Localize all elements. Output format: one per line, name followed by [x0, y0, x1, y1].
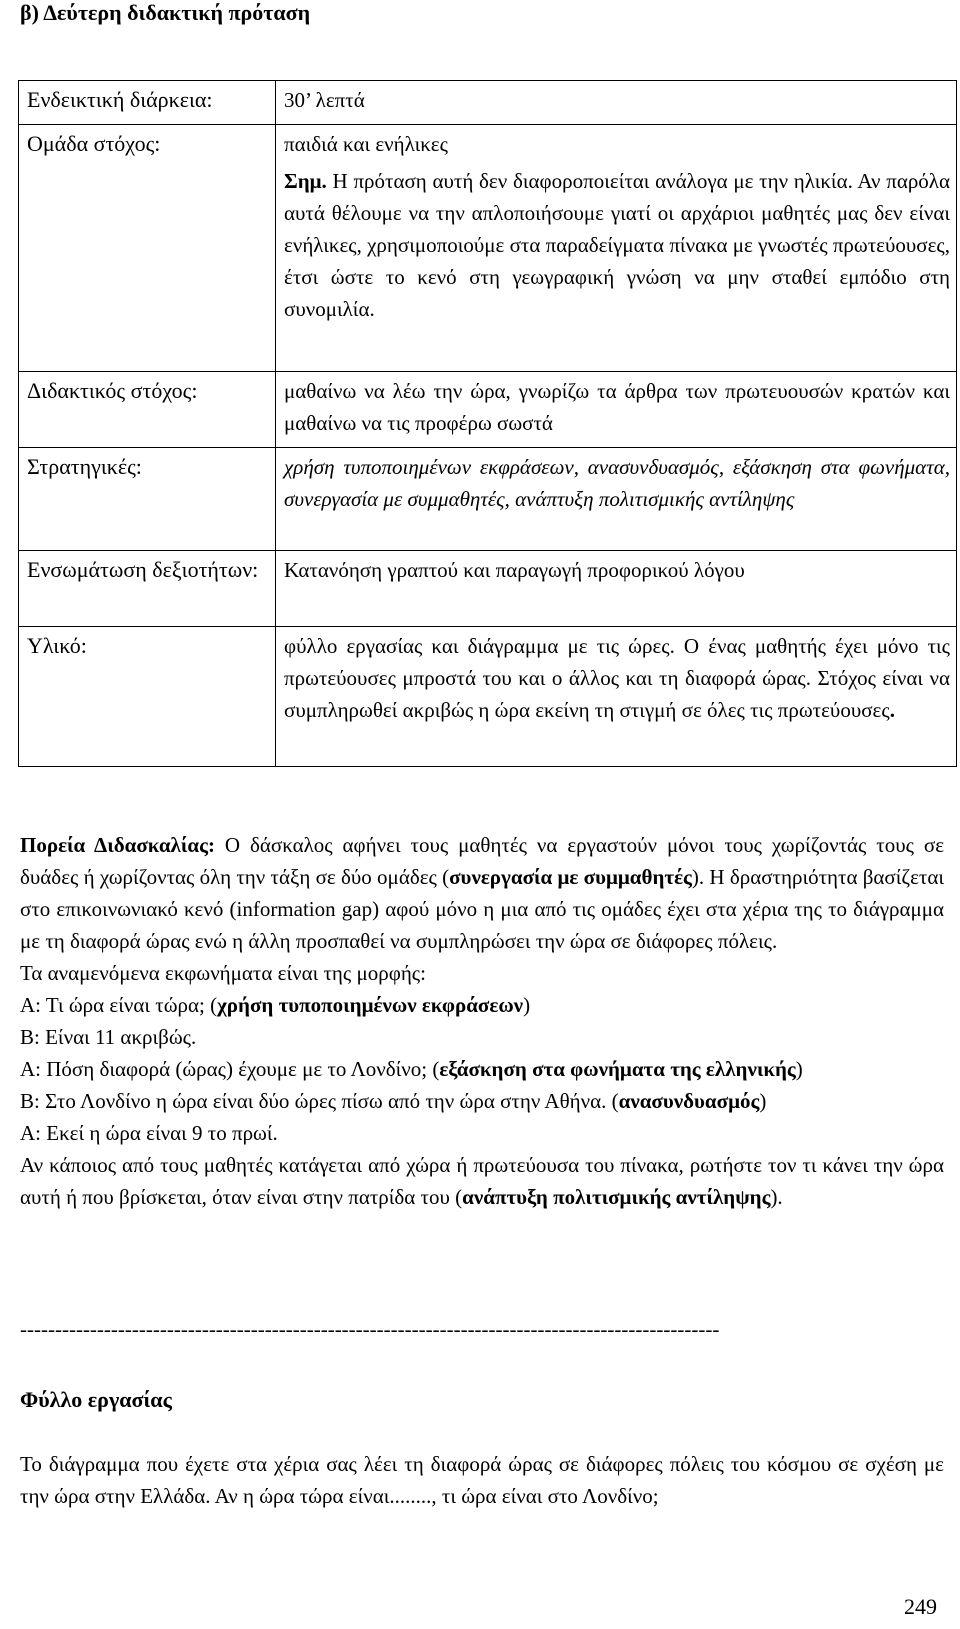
note-label: Σημ.	[284, 169, 327, 193]
culture-bold: ανάπτυξη πολιτισμικής αντίληψης	[462, 1185, 771, 1209]
row-teaching-goal	[19, 372, 957, 448]
utterances-intro: Τα αναμενόμενα εκφωνήματα είναι της μορφής:	[20, 961, 426, 985]
procedure-label: Πορεία Διδασκαλίας:	[20, 833, 215, 857]
strategies-value: χρήση τυποποιημένων εκφράσεων, ανασυνδυασμός, εξάσκηση στα φωνήματα, συνεργασία με συμμαθητές, ανάπτυξη πολιτισμικής αντίληψης	[276, 448, 957, 551]
dialogue-line-2: Β: Είναι 11 ακριβώς.	[20, 1025, 197, 1049]
procedure-paragraph	[20, 829, 944, 957]
dialogue-line-1	[20, 989, 944, 1021]
culture-paragraph	[20, 1149, 944, 1213]
material-text: φύλλο εργασίας και διάγραμμα με τις ώρες. Ο ένας μαθητής έχει μόνο τις πρωτεύουσες μπροστά του και ο άλλος και τη διαφορά ώρας. Στόχος είναι να συμπληρωθεί ακριβώς η ώρα εκείνη τη στιγμή σε όλες τις πρωτεύουσες	[284, 634, 950, 722]
target-group-value	[276, 125, 957, 372]
row-material	[19, 627, 957, 767]
material-value	[276, 627, 957, 767]
procedure-text-1: Ο δάσκαλος αφήνει τους μαθητές να εργαστούν μόνοι τους χωρίζοντάς τους σε δυάδες ή χωρίζοντας όλη την τάξη σε δύο ομάδες (	[20, 833, 945, 889]
skills-value: Κατανόηση γραπτού και παραγωγή προφορικού λόγου	[276, 551, 957, 627]
procedure-section	[20, 829, 944, 1213]
target-group-note	[284, 165, 950, 325]
dialogue-3-bold: εξάσκηση στα φωνήματα της ελληνικής	[439, 1057, 796, 1081]
dialogue-3-end: )	[795, 1057, 803, 1081]
duration-label: Ενδεικτική διάρκεια:	[19, 81, 276, 125]
material-label: Υλικό:	[19, 627, 276, 767]
dialogue-1-bold: χρήση τυποποιημένων εκφράσεων	[217, 993, 524, 1017]
worksheet-text: Το διάγραμμα που έχετε στα χέρια σας λέει τη διαφορά ώρας σε διάφορες πόλεις του κόσμου σε σχέση με την ώρα στην Ελλάδα. Αν η ώρα τώρα είναι........, τι ώρα είναι στο Λονδίνο;	[20, 1452, 944, 1508]
dialogue-line-3	[20, 1053, 944, 1085]
material-end: .	[889, 698, 895, 722]
procedure-text-2: ). Η δραστηριότητα βασίζεται στο επικοινωνιακό κενό (information gap) αφού μόνο η μια από τις ομάδες έχει στα χέρια της το διάγραμμα με τη διαφορά ώρας ενώ η άλλη προσπαθεί να συμπληρώσει την ώρα σε διάφορες πόλεις.	[20, 865, 944, 953]
dialogue-4-bold: ανασυνδυασμός	[618, 1089, 760, 1113]
target-group-label: Ομάδα στόχος:	[19, 125, 276, 372]
teaching-goal-value: μαθαίνω να λέω την ώρα, γνωρίζω τα άρθρα των πρωτευουσών κρατών και μαθαίνω να τις προφέρω σωστά	[276, 372, 957, 448]
dialogue-4-text: Β: Στο Λονδίνο η ώρα είναι δύο ώρες πίσω από την ώρα στην Αθήνα. (	[20, 1089, 619, 1113]
skills-label: Ενσωμάτωση δεξιοτήτων:	[19, 551, 276, 627]
target-group-text: παιδιά και ενήλικες	[284, 132, 448, 156]
culture-text: Αν κάποιος από τους μαθητές κατάγεται από χώρα ή πρωτεύουσα του πίνακα, ρωτήστε τον τι κάνει την ώρα αυτή ή που βρίσκεται, όταν είναι στην πατρίδα του (	[20, 1153, 944, 1209]
dialogue-line-5: Α: Εκεί η ώρα είναι 9 το πρωί.	[20, 1121, 278, 1145]
strategies-label: Στρατηγικές:	[19, 448, 276, 551]
dashed-separator: ----------------------------------------------------------------------------------------------------	[20, 1317, 720, 1341]
dialogue-1-text: Α: Τι ώρα είναι τώρα; (	[20, 993, 218, 1017]
page-number: 249	[904, 1594, 937, 1619]
dialogue-3-text: Α: Πόση διαφορά (ώρας) έχουμε με το Λονδίνο; (	[20, 1057, 440, 1081]
dialogue-4-end: )	[759, 1089, 767, 1113]
row-strategies	[19, 448, 957, 551]
culture-end: ).	[770, 1185, 783, 1209]
procedure-bold-1: συνεργασία με συμμαθητές	[449, 865, 692, 889]
section-heading: β) Δεύτερη διδακτική πρόταση	[20, 0, 311, 25]
note-text: Η πρόταση αυτή δεν διαφοροποιείται ανάλογα με την ηλικία. Αν παρόλα αυτά θέλουμε να την απλοποιήσουμε γιατί οι αρχάριοι μαθητές μας δεν είναι ενήλικες, χρησιμοποιούμε στα παραδείγματα πίνακα με γνωστές πρωτεύουσες, έτσι ώστε το κενό στη γεωγραφική γνώση να μην σταθεί εμπόδιο στη συνομιλία.	[284, 169, 950, 321]
teaching-goal-label: Διδακτικός στόχος:	[19, 372, 276, 448]
dialogue-1-end: )	[523, 993, 531, 1017]
lesson-info-table	[18, 80, 957, 767]
row-skills	[19, 551, 957, 627]
duration-value: 30’ λεπτά	[276, 81, 957, 125]
row-duration	[19, 81, 957, 125]
row-target-group	[19, 125, 957, 372]
dialogue-line-4	[20, 1085, 944, 1117]
worksheet-title: Φύλλο εργασίας	[20, 1387, 172, 1412]
